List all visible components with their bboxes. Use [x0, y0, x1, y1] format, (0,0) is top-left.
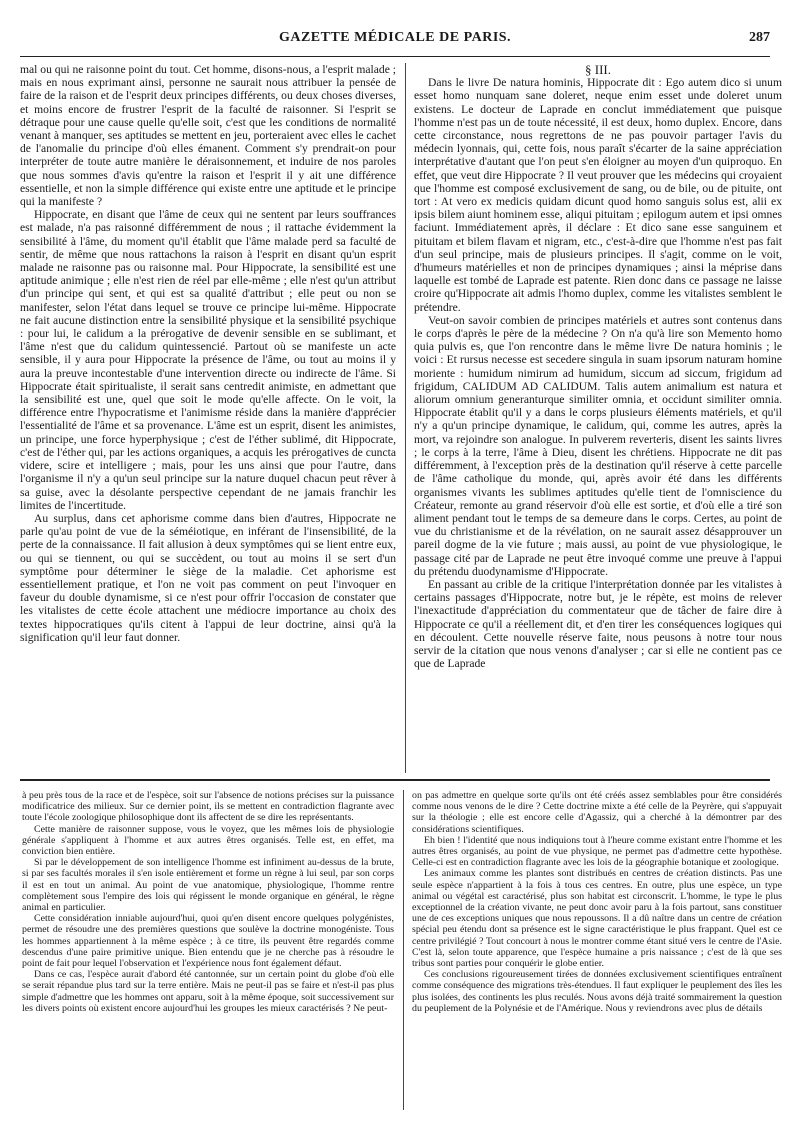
- page-title: GAZETTE MÉDICALE DE PARIS.: [278, 30, 512, 45]
- paragraph: Veut-on savoir combien de principes matériels et autres sont contenus dans le corps d'après le père de la médecine ? On n'a qu'à lire son Memento homo quia pulvis es, que l'on rencontre dans le même livre De natura hominis ; le voici : Et rursus necesse est secedere singula in suam ipsorum naturam homine moriente : humidum nimirum ad humidum, siccum ad siccum, frigidum ad frigidum, CALIDUM AD CALIDUM. Talis autem animalium est natura et aliorum omnium generanturque similiter omnia, et occidunt similiter omnia. Hippocrate établit qu'il y a dans le corps plusieurs éléments matériels, et qu'il n'y a qu'un principe dynamique, le calidum, qui, comme les autres, après la mort, va rejoindre son analogue. In pulverem reverteris, disent les saints livres ; le corps à la terre, l'âme à Dieu, disent les chrétiens. Hippocrate ne dit pas différemment, à l'exception près de la destination qu'il réserve à cette parcelle de l'âme catholique du monde, qui, après avoir été dans les différents organismes vivants les sublimes aptitudes qu'elle tient de l'omniscience du Créateur, remonte au grand réservoir d'où elle est sortie, et d'où elle a tiré son aliment pendant tout le temps de sa demeure dans le corps. Certes, au point de vue du christianisme et de la révélation, on ne saurait assez désapprouver un pareil dogme de la vie future ; mais aussi, au point de vue physiologique, le passage cité par de Laprade ne peut être invoqué comme une preuve à l'appui du prétendu duodynamisme d'Hippocrate.: [414, 313, 782, 578]
- paragraph: Cette manière de raisonner suppose, vous le voyez, que les mêmes lois de physiologie générale s'appliquent à l'homme et aux autres êtres organisés. Telle est, en effet, ma conviction bien entière.: [22, 823, 394, 858]
- paragraph: Dans ce cas, l'espèce aurait d'abord été cantonnée, sur un certain point du globe d'où elle se serait répandue plus tard sur la terre entière. Mais ne peut-il pas se faire et n'est-il pas plus simple d'admettre que les hommes ont apparu, soit à la même époque, soit successivement sur les divers points où existent encore aujourd'hui les groupes les mieux caractérisés ? Ne peut-: [22, 969, 394, 1014]
- paragraph: on pas admettre en quelque sorte qu'ils ont été créés assez semblables pour être considérés comme nous venons de le dire ? Cette doctrine mixte a été celle de la Peyrère, qui s'appuyait sur la théologie ; elle est encore celle d'Agassiz, qui a cherché à la démontrer par des considérations scientifiques.: [412, 790, 782, 835]
- paragraph: En passant au crible de la critique l'interprétation donnée par les vitalistes à certains passages d'Hippocrate, notre but, je le répète, est moins de relever l'inexactitude d'appréciation du commentateur que de tâcher de faire dire à Hippocrate ce qu'il a réellement dit, et d'en tirer les conséquences logiques qui en découlent. Cette nouvelle réserve faite, nous peusons à notre tour nous servir de la citation que nous venons d'analyser ; car si elle ne contient pas ce que de Laprade: [414, 577, 782, 671]
- lower-right-column: [412, 790, 782, 1110]
- paragraph: Les animaux comme les plantes sont distribués en centres de création distincts. Pas une seule espèce n'appartient à la fois à tous ces centres. En outre, plus une espèce, un type animal ou végétal est caractérisé, plus son habitat est circonscrit. L'homme, le type le plus exceptionnel de la création vivante, ne peut donc avoir paru à la fois partout, sans constituer une de ces exceptions uniques que nous repoussons. Il a dû naître dans un centre de création spécial peu étendu dont sa présence est le signe caractéristique le plus frappant. Quel est ce centre privilégié ? Tout concourt à nous le montrer comme étant situé vers le centre de l'Asie. C'est là, selon toute apparence, que l'espèce humaine a pris naissance ; c'est de là que ses tribus sont parties pour conquérir le globe entier.: [412, 868, 782, 970]
- header-rule: [20, 56, 770, 57]
- upper-right-column: [414, 63, 782, 773]
- section-heading: § III.: [585, 63, 611, 77]
- paragraph: à peu près tous de la race et de l'espèce, soit sur l'absence de notions précises sur la puissance modificatrice des milieux. Sur ce dernier point, ils se mettent en contradiction flagrante avec toute l'école zoologique philosophique dont ils affectent de se dire les représentants.: [22, 790, 394, 824]
- lower-left-column: [22, 790, 394, 1110]
- paragraph: Dans le livre De natura hominis, Hippocrate dit : Ego autem dico si unum esset homo nunquam sane doleret, neque enim esset unde doleret unum existens. Le docteur de Laprade en conclut immédiatement que puisque l'homme n'est pas un de toute nécessité, il est deux, homo duplex. Encore, dans cette circonstance, nous regrettons de ne pas pouvoir partager l'avis du médecin lyonnais, qui, cette fois, nous paraît s'écarter de la saine appréciation interprétative d'autant que l'on peut s'en éloigner au moyen d'un quiproquo. En effet, que veut dire Hippocrate ? Il veut prouver que les médecins qui croyaient que l'homme est composé exclusivement de sang, ou de bile, ou de pituite, ont tort : At vero ex medicis quidam dicunt quod homo sanguis solus est, alii ex ipsis bilem aiunt hominem esse, aliqui pituitam ; epilogum autem et ipsi omnes faciunt. Immédiatement après, il déclare : Et dico sane esse sanguinem et pituitam et bilem flavam et nigram, etc., c'est-à-dire que l'homme n'est pas fait d'un seul principe, mais de plusieurs principes. Il s'agit, comme on le voit, d'humeurs matérielles et non de principes dynamiques ; ainsi la méprise dans laquelle est tombé de Laprade est patente. Rien donc dans ce passage ne laisse croire qu'Hippocrate ait admis l'homo duplex, comme les vitalistes semblent le prétendre.: [414, 76, 782, 314]
- paragraph: Au surplus, dans cet aphorisme comme dans bien d'autres, Hippocrate ne parle qu'au point de vue de la séméiotique, en inférant de l'insensibilité, de la perte de la connaissance. Il fait allusion à deux symptômes qui se lient entre eux, ou qui se tiennent, ou qui se succèdent, ou tout au moins il se sert d'un symptôme pour déterminer le siège de la maladie. Cet aphorisme est essentiellement pratique, et l'on ne voit pas comment on peut l'invoquer en faveur du double dynamisme, si ce n'est pour offrir l'occasion de constater que les vitalistes de cette école attachent une médiocre importance au choix des textes hippocratiques qu'ils citent à l'appui de leur doctrine, ainsi qu'à la signification qu'il leur faut donner.: [20, 511, 396, 644]
- page-number: 287: [749, 30, 770, 45]
- column-divider: [403, 790, 404, 1110]
- paragraph: Ces conclusions rigoureusement tirées de données exclusivement scientifiques entraînent comme conséquence des migrations très-étendues. Il faut expliquer le peuplement des îles les plus isolées, des continents les plus reculés. Nous avons déjà traité sommairement la question du peuplement de la Polynésie et de l'Amérique. Nous y reviendrons avec plus de détails: [412, 969, 782, 1014]
- paragraph: mal ou qui ne raisonne point du tout. Cet homme, disons-nous, a l'esprit malade ; mais en nous exprimant ainsi, personne ne saurait nous attribuer la pensée de faire de la raison et de l'esprit deux principes différents, ou deux choses diverses, et moins encore de frustrer l'esprit de la faculté de raisonner. Si l'esprit se détraque pour une cause quelle qu'elle soit, c'est que les conditions de normalité venant à manquer, ses aptitudes se mettent en jeu, porteraient avec elles le cachet de l'anomalie du principe d'où elles émanent. Comment s'y prendrait-on pour interpréter de toute autre manière le déraisonnement, et induire de nos paroles que nous sommes d'avis qu'entre la raison et l'esprit il y ait une différence essentielle, et non la simple différence qui existe entre une aptitude et le principe qui la manifeste ?: [20, 63, 396, 209]
- page-header: [20, 30, 770, 50]
- paragraph: Hippocrate, en disant que l'âme de ceux qui ne sentent par leurs souffrances est malade, n'a pas raisonné différemment de nous ; il rattache évidemment la sensibilité à l'âme, du moment qu'il établit que l'âme malade perd sa faculté de sentir, de même que nous rattachons la raison à l'esprit en disant qu'un esprit malade ne raisonne pas ou raisonne mal. Pour Hippocrate, la sensibilité est une aptitude animique ; elle n'est rien de réel par elle-même ; elle n'est qu'un attribut d'un principe qui sent, et qui est sa qualité d'attribut ; elle peut ou non se manifester, selon l'état dans lequel se trouve ce principe lui-même. Hippocrate ne fait aucune distinction entre la sensibilité physique et la sensibilité psychique : pour lui, le calidum a la prérogative de devenir sensible en se sublimant, et l'âme n'est que du calidum quintessencié. Partout où se manifeste un acte sensible, il y aura pour Hippocrate la présence de l'âme, ou tout au moins il y aura la preuve incontestable d'une intervention directe ou indirecte de l'âme. Si Hippocrate était spiritualiste, il serait sans centredit animiste, en admettant que la sensibilité est une, quel que soit le mode qu'elle affecte. On le voit, la différence entre l'hypocratisme et l'animisme réside dans la manière d'apprécier l'essentialité de l'âme et sa provenance. L'âme est un esprit, disent les animistes, un principe, une force hyperphysique ; c'est de l'éther sublimé, dit Hippocrate, c'est de l'éther qui, par les actions organiques, a acquis les prérogatives de cuncta videre, scire et intelligere ; mais, pour les uns ainsi que pour l'autre, dans l'organisme il n'y a qu'un seul principe sur la nature duquel chacun peut rêver à sa guise, avec la désolante perspective cependant de ne jamais franchir les limites de l'incertitude.: [20, 208, 396, 512]
- column-divider: [405, 63, 406, 773]
- upper-left-column: [20, 63, 396, 773]
- feuilleton-rule: [20, 779, 770, 781]
- paragraph: Cette considération inniable aujourd'hui, quoi qu'en disent encore quelques polygénistes, permet de résoudre une des premières questions que soulève la doctrine monogéniste. Tous les hommes appartiennent à la même espèce ; à ce titre, ils peuvent être regardés comme descendus d'une paire primitive unique. Bien entendu que je ne cherche pas à résoudre le point de fait pour lequel l'observation et l'expérience nous font également défaut.: [22, 913, 394, 970]
- paragraph: Si par le développement de son intelligence l'homme est infiniment au-dessus de la brute, si par ses facultés morales il s'en isole entièrement et forme un règne à lui seul, par son corps il est en tout un animal. Au point de vue anatomique, physiologique, l'homme rentre complètement sous l'empire des lois qui régissent le monde organique en général, le règne animal en particulier.: [22, 857, 394, 914]
- paragraph: Eh bien ! l'identité que nous indiquions tout à l'heure comme existant entre l'homme et les autres êtres organisés, au point de vue physique, ne permet pas d'admettre cette hypothèse. Celle-ci est en contradiction flagrante avec les lois de la géographie botanique et zoologique.: [412, 834, 782, 869]
